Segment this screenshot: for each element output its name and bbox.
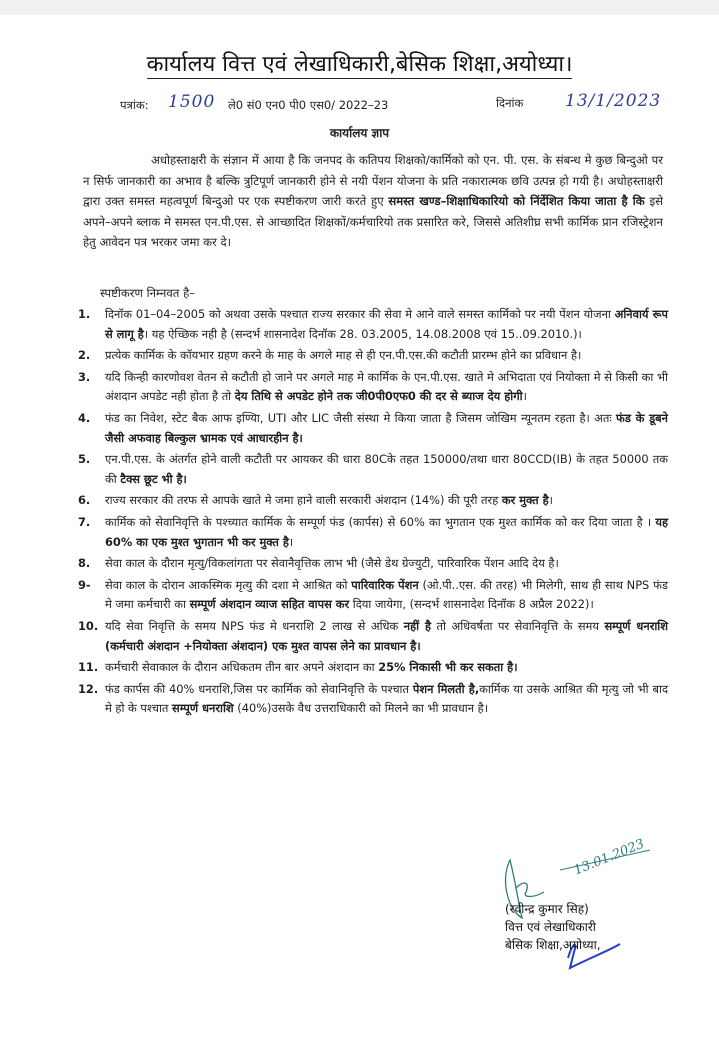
list-item [78, 450, 668, 489]
office-title-text: कार्यालय वित्त एवं लेखाधिकारी,बेसिक शिक्षा,अयोध्या। [146, 52, 573, 77]
top-strip [0, 0, 719, 15]
list-item [78, 409, 668, 448]
intro-text-end: इसे अपने–अपने ब्लाक मे समस्त एन.पी.एस. से आच्छादित शिक्षकों/कर्मचारियो तक प्रसारित करे, जिससे अतिशीघ्र सभी कार्मिक प्रान रजिस्ट्रेशन हेतु आवेदन पत्र भरकर जमा कर दे। [83, 194, 663, 249]
item-text: फंड कार्पस की 40% धनराशि,जिस पर कार्मिक को सेवानिवृत्ति के पश्चात [105, 681, 413, 696]
item-bold-text: पेशन मिलती है, [412, 681, 480, 696]
list-item [78, 617, 668, 656]
item-text: (40%)उसके वैध उत्तराधिकारी को मिलने का भी प्रावधान है। [233, 701, 489, 716]
item-text: फंड का निवेश, स्टेट बैक आफ इण्यिा, UTI और LIC जैसी संस्था मे किया जाता है जिसम जोखिम न्यूनतम रहता है। अतः [105, 410, 617, 425]
list-item [78, 554, 668, 574]
intro-text-bold: समस्त खण्ड–शिक्षाधिकारियो को निंर्देशित किया जाता है कि [388, 194, 645, 208]
item-text: (ओ.पी..एस. की तरह) भी मिलेगी, साथ ही साथ NPS फंड मे जमा कर्मचारी का [105, 577, 668, 612]
item-text: प्रत्येक कार्मिक के कॉयभार ग्रहण करने के माह के अगले माह से ही एन.पी.एस.की कटौती प्रारम्भ होने का प्रविधान है। [105, 348, 582, 363]
item-text: कार्मिक को सेवानिवृत्ति के पश्च्यात कार्मिक के सम्पूर्ण फंड (कार्पस) से 60% का भुगतान एक मुश्त कार्मिक को कर दिया जाता है । [105, 514, 656, 529]
item-text: सेवा काल के दोरान आकस्मिक मृत्यु की दशा मे आश्रित को [105, 577, 352, 592]
list-item [78, 658, 668, 678]
reference-line [0, 92, 719, 118]
signatory-designation: वित्त एवं लेखाधिकारी [505, 920, 596, 934]
list-item [78, 346, 668, 366]
item-text: सेवा काल के दौरान मृत्यु/विकलांगता पर सेवानैवृत्तिक लाभ भी (जैसे डेथ ग्रेज्युटी, पारिवारिक पेंशन आदि देय है। [105, 556, 559, 571]
item-number: 1. [78, 307, 91, 321]
item-number: 11. [78, 660, 99, 675]
item-number: 6. [78, 493, 91, 508]
item-bold-text: टैक्स छूट भी है। [120, 471, 187, 486]
intro-text-start: अधोहस्ताक्षरी के संज्ञान में आया है कि जनपद के कतिपय शिक्षको/कार्मिको को एन. पी. एस. के संबन्ध मे कुछ बिन्दुओ पर न सिर्फ जानकारी का अभाव है बल्कि त्रुटिपूर्ण जानकारी होने से नयी पेंशन योजना के प्रति नकारात्मक छवि उत्पन्न हो गयी है। अधोहस्ताक्षरी द्वारा उक्त समस्त महत्वपूर्ण बिन्दुओ पर एक स्पष्टीकरण जारी करते हुए [83, 153, 663, 208]
item-number: 7. [78, 514, 91, 529]
item-bold-text: देय तिथि से अपडेट होने तक जी0पी0एफ0 की दर से ब्याज देय होगी [234, 389, 523, 404]
item-bold-text: सम्पूर्ण अंशदान व्याज सहित वापस कर [189, 597, 350, 612]
list-item [78, 680, 668, 719]
signature-block [460, 836, 690, 980]
patrank-label: पत्रांक: [120, 98, 149, 112]
list-item [78, 513, 668, 552]
item-text: कर्मचारी सेवाकाल के दौरान अधिकतम तीन बार अपने अंशदान का [105, 660, 379, 675]
item-text: तो अधिवर्षता पर सेवानिवृत्ति के समय [431, 618, 605, 633]
list-item [78, 491, 668, 511]
signatory-office: बेसिक शिक्षा,अयोध्या, [505, 938, 601, 952]
signatory-name: (रवीन्द्र कुमार सिह) [505, 902, 589, 916]
clarification-list [78, 305, 668, 721]
item-bold-text: यह 60% का एक मुश्त भुगतान भी कर मुक्त है [105, 514, 668, 549]
item-text: राज्य सरकार की तरफ से आपके खाते मे जमा हाने वाली सरकारी अंशदान (14%) की पूरी तरह [105, 493, 502, 508]
item-text: एन.पी.एस. के अंतर्गत होने वाली कटौती पर आयकर की धारा 80Cके तहत 150000/तथा धारा 80CCD(IB) के तहत 50000 तक की [105, 452, 668, 486]
memo-subject: कार्यालय ज्ञाप [329, 126, 390, 140]
item-bold-text: कर मुक्त है [501, 493, 549, 508]
item-bold-text: 25% निकासी भी कर सकता है। [378, 660, 518, 675]
item-number: 12. [78, 681, 99, 696]
item-bold-text: पारिवारिक पेंशन [351, 577, 419, 592]
item-bold-text: सम्पूर्ण धनराशि (कर्मचारी अंशदान +नियोक्ता अंशदान) एक मुश्त वापस लेने का प्रावधान है। [105, 618, 668, 653]
item-text: दिनॉक 01–04–2005 को अथवा उसके पश्चात राज्य सरकार की सेवा मे आने वाले समस्त कार्मिको पर नयी पेंशन योजना [105, 307, 615, 321]
patrank-value: 1500 [168, 92, 216, 112]
item-number: 8. [78, 556, 91, 571]
date-value: 13/1/2023 [565, 91, 662, 111]
item-number: 9- [78, 577, 91, 592]
list-item [78, 576, 668, 615]
item-bold-text: फंड के डूबने जैसी अफवाह बिल्कुल भ्रामक एवं आधारहीन है। [105, 410, 668, 445]
item-number: 4. [78, 410, 91, 425]
item-text: यदि सेवा निवृत्ति के समय NPS फंड मे धनराशि 2 लाख से अधिक [105, 618, 404, 633]
item-text: यदि किन्ही कारणोवश वेतन से कटौती हो जाने पर अगले माह मे कार्मिक के एन.पी.एस. खाते मे अभिदाता एवं नियोक्ता मे से किसी का भी अंशदान अपडेट नही होता है तो [105, 369, 668, 404]
item-text: कार्मिक या उसके आश्रित की मृत्यु जो भी बाद मे हो के पश्चात [105, 681, 669, 716]
clarification-label: स्पष्टीकरण निम्नवत है– [100, 286, 196, 300]
office-title [0, 50, 719, 80]
item-number: 3. [78, 369, 91, 384]
item-number: 2. [78, 348, 91, 363]
item-bold-text: नहीं है [403, 618, 432, 633]
date-label: दिनांक [496, 96, 524, 110]
item-text: दिया जायेगा, (सन्दर्भ शासनादेश दिनॉक 8 अप्रैल 2022)। [349, 597, 594, 612]
item-bold-text: सम्पूर्ण धनराशि [172, 701, 234, 716]
reference-code: ले0 सं0 एन0 पी0 एस0/ 2022–23 [228, 98, 389, 112]
item-bold-text: अनिवार्य रूप से लागू है [105, 307, 668, 341]
list-item [78, 368, 668, 407]
intro-paragraph [83, 150, 663, 253]
signature-date: 13.01.2023 [571, 836, 647, 879]
item-number: 5. [78, 452, 91, 467]
item-text: । [548, 493, 553, 508]
item-text: । [522, 389, 527, 404]
list-item [78, 305, 668, 344]
item-text: । यह ऐच्छिक नही है (सन्दर्भ शासनादेश दिनॉक 28. 03.2005, 14.08.2008 एवं 15..09.2010.)। [143, 326, 582, 341]
item-number: 10. [78, 618, 99, 633]
item-text: । [288, 534, 294, 549]
